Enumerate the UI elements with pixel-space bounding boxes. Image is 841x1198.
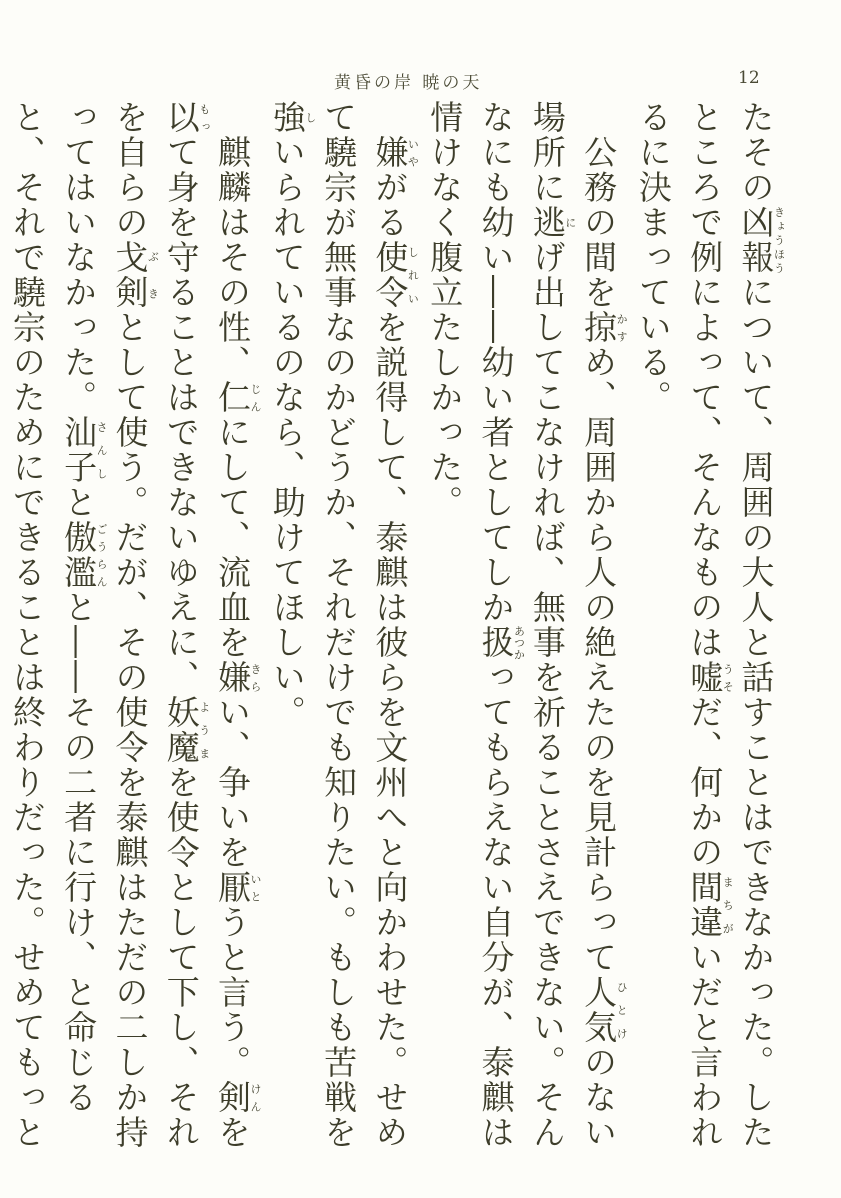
book-title: 黄昏の岸 暁の天: [334, 73, 483, 93]
paragraph: 公務の間を掠かすめ、周囲から人の絶えたのを見計らって人気ひとけのない場所に逃にげ出してこなければ、無事を祈ることさえできない。そんなにも幼い――幼い者としてしか扱あつかってもらえない自分が、泰麒は情けなく腹立たしかった。: [425, 100, 629, 1150]
paragraph: 嫌いやがる使令しれいを説得して、泰麒は彼らを文州へと向かわせた。せめて驍宗が無事なのかどうか、それだけでも知りたい。もしも苦戦を強しいられているのなら、助けてほしい。: [267, 100, 420, 1150]
running-header: [0, 62, 841, 98]
page-number: 12: [738, 68, 760, 88]
paragraph: たその凶報きょうほうについて、周囲の大人と話すことはできなかった。したところで例によって、そんなものは嘘うそだ、何かの間違まちがいだと言われるに決まっている。: [633, 100, 786, 1150]
paragraph: 麒麟はその性、仁じんにして、流血を嫌きらい、争いを厭いとうと言う。剣けんを以もって身を守ることはできないゆえに、妖魔ようまを使令として下し、それを自らの戈剣ぶきとして使う。だが、その使令を泰麒はただの二しか持ってはいなかった。汕子さんしと傲濫ごうらんと――その二者に行け、と命じると、それで驍宗のためにできることは終わりだった。せめてもっと: [7, 100, 263, 1150]
vertical-body-text: [7, 100, 786, 1160]
